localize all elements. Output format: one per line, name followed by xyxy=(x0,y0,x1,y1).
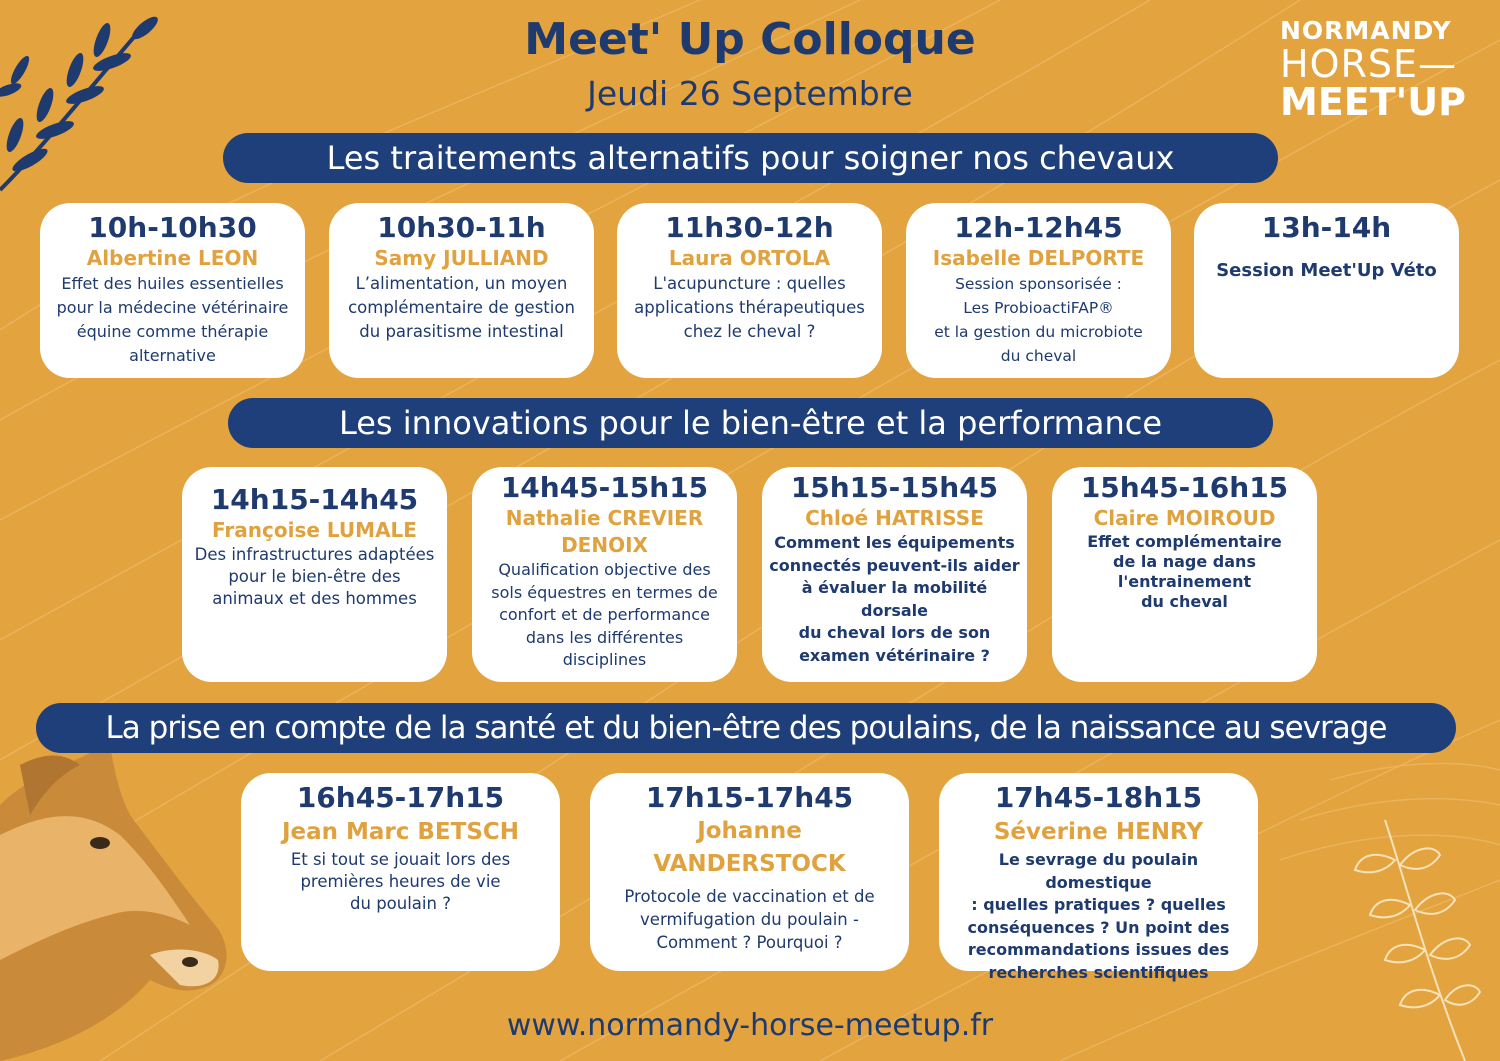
section-title: Les innovations pour le bien-être et la performance xyxy=(228,398,1273,448)
session-time: 17h15-17h45 xyxy=(645,781,854,814)
session-speaker: Johanne VANDERSTOCK xyxy=(653,818,846,877)
session-time: 10h30-11h xyxy=(377,211,546,244)
session-card xyxy=(906,203,1171,378)
logo-line-3: MEET'UP xyxy=(1280,80,1466,124)
session-speaker: Claire MOIROUD xyxy=(1093,506,1276,530)
session-speaker: Françoise LUMALE xyxy=(212,518,417,542)
session-description: Effet des huiles essentielles pour la médecine vétérinaire équine comme thérapie alternative xyxy=(56,274,289,365)
session-time: 17h45-18h15 xyxy=(994,781,1203,814)
session-description: Protocole de vaccination et de vermifugation du poulain - Comment ? Pourquoi ? xyxy=(624,887,875,952)
session-time: 12h-12h45 xyxy=(954,211,1123,244)
session-subtitle: Session sponsorisée : xyxy=(955,275,1122,293)
session-card xyxy=(329,203,594,378)
session-description: L’alimentation, un moyen complémentaire de gestion du parasitisme intestinal xyxy=(348,274,575,341)
session-time: 10h-10h30 xyxy=(88,211,257,244)
session-card xyxy=(939,773,1258,982)
session-speaker: Samy JULLIAND xyxy=(374,246,549,270)
session-description: Qualification objective des sols équestres en termes de confort et de performance dans les différentes disciplines xyxy=(491,560,718,669)
session-description: Session Meet'Up Véto xyxy=(1216,260,1437,281)
event-date: Jeudi 26 Septembre xyxy=(587,74,913,113)
session-speaker: Albertine LEON xyxy=(86,246,259,270)
session-time: 15h15-15h45 xyxy=(790,471,999,504)
session-card xyxy=(40,203,305,378)
session-description: Comment les équipements connectés peuvent-ils aider à évaluer la mobilité dorsale du cheval lors de son examen vétérinaire ? xyxy=(769,533,1020,665)
session-time: 14h45-15h15 xyxy=(500,471,709,504)
brand-logo xyxy=(1280,16,1466,124)
session-description: Les ProbioactiFAP® et la gestion du microbiote du cheval xyxy=(934,299,1143,365)
session-card xyxy=(590,773,909,971)
session-description: Effet complémentaire de la nage dans l'entrainement du cheval xyxy=(1087,532,1282,611)
session-card xyxy=(1194,203,1459,378)
session-card xyxy=(762,467,1027,682)
session-time: 13h-14h xyxy=(1261,211,1392,244)
session-speaker: Laura ORTOLA xyxy=(668,246,831,270)
session-description: Le sevrage du poulain domestique : quelles pratiques ? quelles conséquences ? Un point des recommandations issues des recherches scientifiques xyxy=(967,850,1230,982)
website-link[interactable]: www.normandy-horse-meetup.fr xyxy=(506,1008,994,1043)
session-speaker: Séverine HENRY xyxy=(993,819,1204,845)
section-title: La prise en compte de la santé et du bien-être des poulains, de la naissance au sevrage xyxy=(36,703,1456,753)
session-card xyxy=(617,203,882,378)
session-speaker: Isabelle DELPORTE xyxy=(932,246,1145,270)
session-speaker: Jean Marc BETSCH xyxy=(281,819,520,845)
session-description: Des infrastructures adaptées pour le bien-être des animaux et des hommes xyxy=(194,545,435,608)
page-title: Meet' Up Colloque xyxy=(524,14,976,65)
session-card xyxy=(1052,467,1317,682)
session-card xyxy=(472,467,737,682)
session-description: L'acupuncture : quelles applications thérapeutiques chez le cheval ? xyxy=(634,274,865,341)
session-time: 16h45-17h15 xyxy=(296,781,505,814)
session-time: 14h15-14h45 xyxy=(210,483,419,516)
session-time: 15h45-16h15 xyxy=(1080,471,1289,504)
session-speaker: Nathalie CREVIER DENOIX xyxy=(505,506,704,557)
section-title: Les traitements alternatifs pour soigner nos chevaux xyxy=(223,133,1278,183)
session-speaker: Chloé HATRISSE xyxy=(805,506,984,530)
session-card xyxy=(182,467,447,682)
session-time: 11h30-12h xyxy=(665,211,834,244)
session-card xyxy=(241,773,560,971)
logo-line-2: HORSE— xyxy=(1280,42,1458,86)
logo-line-1: NORMANDY xyxy=(1280,16,1452,45)
session-description: Et si tout se jouait lors des premières heures de vie du poulain ? xyxy=(290,850,511,913)
